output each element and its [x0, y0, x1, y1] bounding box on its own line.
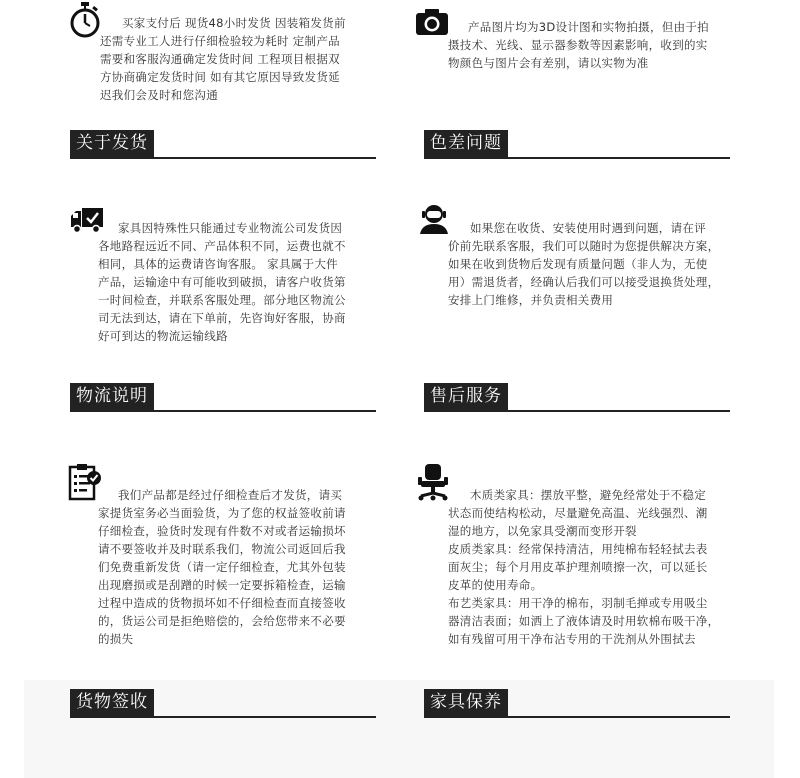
text-line: 家提货室务必当面验货，为了您的权益签收前请	[98, 506, 346, 520]
camera-icon	[416, 8, 448, 40]
text-line: 布艺类家具：用干净的棉布，羽制毛掸或专用吸尘	[448, 596, 708, 610]
section-title: 货物签收	[70, 689, 154, 716]
office-chair-icon	[416, 464, 450, 506]
section-divider	[70, 410, 376, 412]
text-line: 迟我们会及时和您沟通	[100, 88, 218, 102]
text-line: 摄技术、光线、显示器参数等因素影响，收到的实	[448, 38, 708, 52]
customer-service-icon	[418, 204, 450, 238]
section-divider	[424, 716, 730, 718]
text-line: 买家支付后 现货48小时发货 因装箱发货前	[122, 16, 346, 30]
section-header-delivery	[70, 130, 376, 160]
text-line: 一时间检查，并联系客服处理。部分地区物流公	[98, 293, 346, 307]
text-line: 状态而使结构松动，尽量避免高温、光线强烈、潮	[448, 506, 708, 520]
section-divider	[424, 410, 730, 412]
section-title: 家具保养	[424, 689, 508, 716]
text-line: 我们产品都是经过仔细检查后才发货，请买	[118, 488, 343, 502]
text-line: 的损失	[98, 632, 134, 646]
section-header-care	[424, 689, 730, 719]
color-diff-text	[448, 18, 748, 72]
text-line: 价前先联系客服，我们可以随时为您提供解决方案，	[448, 239, 720, 253]
text-line: 产品图片均为3D设计图和实物拍摄，但由于拍	[468, 20, 709, 34]
section-title: 关于发货	[70, 130, 154, 157]
stopwatch-icon	[68, 2, 102, 42]
text-line: 司无法到达，请在下单前，先咨询好客服，协商	[98, 311, 346, 325]
text-line: 过程中造成的货物损坏如不仔细检查而直接签收	[98, 596, 346, 610]
text-line: 用）需退货者，经确认后我们可以接受退换货处理，	[448, 275, 720, 289]
after-sales-text	[448, 219, 748, 309]
section-header-logistics	[70, 383, 376, 413]
checklist-icon	[68, 464, 102, 506]
shipping-time-text	[100, 14, 400, 104]
text-line: 各地路程远近不同、产品体积不同，运费也就不	[98, 239, 346, 253]
section-header-color	[424, 130, 730, 160]
section-header-receipt	[70, 689, 376, 719]
text-line: 皮革的使用寿命。	[448, 578, 543, 592]
text-line: 产品，运输途中有可能收到破损，请客户收货第	[98, 275, 346, 289]
section-title: 物流说明	[70, 383, 154, 410]
text-line: 仔细检查，验货时发现有件数不对或者运输损坏	[98, 524, 346, 538]
text-line: 皮质类家具：经常保持清洁，用纯棉布轻轻拭去表	[448, 542, 708, 556]
logistics-text	[98, 219, 398, 345]
text-line: 出现磨损或是刮蹭的时候一定要拆箱检查，运输	[98, 578, 346, 592]
section-header-after-sales	[424, 383, 730, 413]
text-line: 物颜色与图片会有差别，请以实物为准	[448, 56, 649, 70]
section-divider	[424, 157, 730, 159]
text-line: 方协商确定发货时间 如有其它原因导致发货延	[100, 70, 340, 84]
text-line: 木质类家具：摆放平整，避免经常处于不稳定	[470, 488, 706, 502]
text-line: 器清洁表面；如洒上了液体请及时用软棉布吸干净，	[448, 614, 720, 628]
text-line: 的，货运公司是拒绝赔偿的，会给您带来不必要	[98, 614, 346, 628]
text-line: 请不要签收并及时联系我们，物流公司返回后我	[98, 542, 346, 556]
text-line: 家具因特殊性只能通过专业物流公司发货因	[118, 221, 343, 235]
text-line: 相同，具体的运费请咨询客服。 家具属于大件	[98, 257, 338, 271]
receipt-text	[98, 486, 398, 648]
text-line: 还需专业工人进行仔细检验较为耗时 定制产品	[100, 34, 340, 48]
text-line: 们免费重新发货（请一定仔细检查，尤其外包装	[98, 560, 346, 574]
section-title: 色差问题	[424, 130, 508, 157]
text-line: 如有残留可用干净布沾专用的干洗剂从外围拭去	[448, 632, 696, 646]
text-line: 好可到达的物流运输线路	[98, 329, 228, 343]
section-divider	[70, 716, 376, 718]
text-line: 如果在收到货物后发现有质量问题（非人为，无使	[448, 257, 708, 271]
care-text	[448, 486, 748, 648]
text-line: 面灰尘；每个月用皮革护理剂喷擦一次，可以延长	[448, 560, 708, 574]
section-divider	[70, 157, 376, 159]
text-line: 需要和客服沟通确定发货时间 工程项目根据双	[100, 52, 340, 66]
text-line: 安排上门维修，并负责相关费用	[448, 293, 614, 307]
section-title: 售后服务	[424, 383, 508, 410]
text-line: 如果您在收货、安装使用时遇到问题，请在评	[470, 221, 706, 235]
text-line: 湿的地方，以免家具受潮而变形开裂	[448, 524, 637, 538]
